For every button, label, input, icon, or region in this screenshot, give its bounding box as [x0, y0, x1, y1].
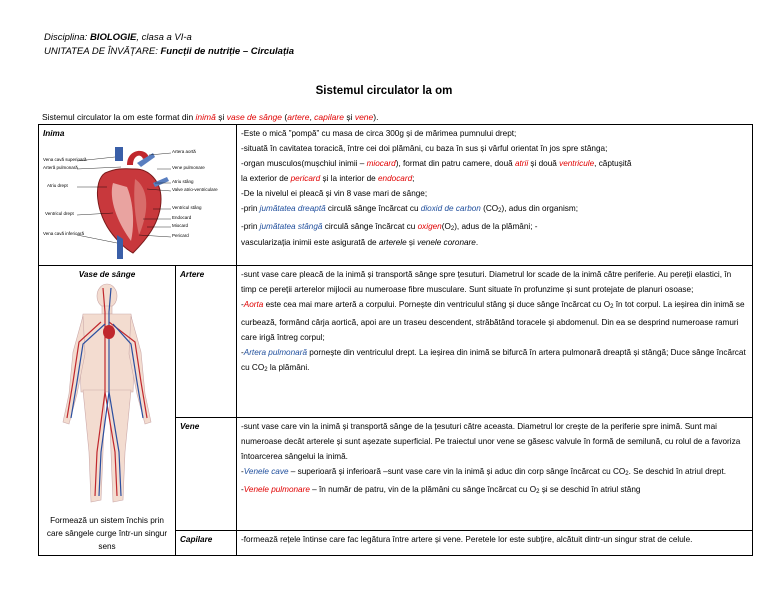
body-vessels-illustration — [43, 282, 171, 510]
heart-description — [237, 125, 753, 266]
label-ventricul-stang: Ventricul stâng — [172, 205, 202, 210]
intro-text: Sistemul circulator la om este format din inimă și vase de sânge (artere, capilare și vene). — [42, 112, 379, 122]
unit-line: UNITATEA DE ÎNVĂȚARE: Funcții de nutriție – Circulația — [44, 46, 295, 57]
artere-row — [39, 266, 753, 418]
capilare-description — [237, 530, 753, 555]
body-diagram — [43, 282, 171, 510]
heart-line: -situată în cavitatea toracică, între cei doi plămâni, cu baza în sus și vârful orientat în jos spre stânga; — [241, 144, 608, 153]
capilare-label: Capilare — [176, 530, 237, 555]
artere-text: -sunt vase care pleacă de la inimă și transportă sânge spre țesuturi. Diametrul lor scade de la inimă către periferie. Au pereții elastici, în timp ce pereții arterelor mijlocii au numeroase fibre musculare. Sunt situate în profunzime și sunt protejate de planuri osoase; — [241, 270, 732, 294]
heart-line: -organ musculos(mușchiul inimii – miocard), format din patru camere, două atrii și două ventricule, căptușită — [241, 159, 632, 168]
label-artera-aorta: Artera aortă — [172, 149, 196, 154]
circulatory-table — [38, 124, 753, 556]
heart-illustration — [43, 143, 218, 263]
heart-line: -prin jumătatea stângă circulă sânge încărcat cu oxigen(O2), adus de la plămâni; - — [241, 222, 538, 232]
discipline-line: Disciplina: BIOLOGIE, clasa a VI-a — [44, 32, 192, 43]
heart-line: -prin jumătatea dreaptă circulă sânge încărcat cu dioxid de carbon (CO2), adus din organism; — [241, 204, 578, 214]
label-atriu-stang: Atriu stâng — [172, 179, 194, 184]
vessels-label: Vase de sânge — [78, 270, 136, 279]
artera-pulmonara-text: -Artera pulmonară pornește din ventriculul drept. La ieșirea din inimă se bifurcă în artera pulmonară dreaptă și stângă; Duce sânge încărcat cu CO2 la plămâni. — [241, 348, 746, 373]
vene-label: Vene — [176, 418, 237, 531]
heart-row — [39, 125, 753, 266]
heart-line: vascularizația inimii este asigurată de arterele și venele coronare. — [241, 238, 479, 247]
vene-text: -sunt vase care vin la inimă și transportă sânge de la țesuturi către aceasta. Diametrul lor crește de la periferie spre inimă. Sunt mai numeroase decât arterele și sunt așezate superficial. Pe traiectul unor vene se găsesc valvule în formă de semilună, cu rolul de a favoriza întoarcerea sângelui la inimă. — [241, 422, 741, 462]
heart-line: la exterior de pericard și la interior de endocard; — [241, 174, 415, 183]
label-pericard: Pericard — [172, 233, 189, 238]
page-title: Sistemul circulator la om — [315, 85, 453, 97]
vessels-image-cell — [39, 266, 176, 556]
label-ventricul-drept: Ventricul drept — [45, 211, 74, 216]
venele-cave-text: -Venele cave – superioară și inferioară –sunt vase care vin la inimă și aduc din corp sânge încărcat cu CO2. Se deschid în atriul drept. — [241, 467, 727, 478]
label-endocard: Endocard — [172, 215, 192, 220]
vene-description — [237, 418, 753, 531]
artere-label: Artere — [176, 266, 237, 418]
vessels-caption: Formează un sistem închis prin care sângele curge într-un singur sens — [46, 516, 168, 551]
artere-description — [237, 266, 753, 418]
label-vena-cava-inf: Vena cavă inferioară — [43, 231, 85, 236]
heart-line: -Este o mică ”pompă” cu masa de circa 300g și de mărimea pumnului drept; — [241, 129, 517, 138]
heart-label: Inima — [43, 129, 65, 138]
label-vena-cava-sup: Vena cavă superioară — [43, 157, 87, 162]
label-atriu-drept: Atriu drept — [47, 183, 68, 188]
label-miocard: Miocard — [172, 223, 189, 228]
label-artera-pulm: Arteră pulmonară — [43, 165, 78, 170]
heart-line: -De la nivelul ei pleacă și vin 8 vase mari de sânge; — [241, 189, 428, 198]
capilare-text: -formează rețele întinse care fac legătura între artere și vene. Peretele lor este subțire, alcătuit dintr-un singur strat de celule. — [241, 534, 693, 544]
venele-pulmonare-text: -Venele pulmonare – în număr de patru, vin de la plămâni cu sânge încărcat cu O2 și se deschid în atriul stâng — [241, 485, 641, 496]
heart-image-cell — [39, 125, 237, 266]
aorta-text: -Aorta este cea mai mare arteră a corpului. Pornește din ventriculul stâng și duce sânge încărcat cu O2 în tot corpul. La ieșirea din inimă se curbează, formând cârja aortică, apoi are un traseu descendent, străbătând toracele și abdomenul. Din ea se desprind numeroase ramuri care irigă întreg corpul; — [241, 300, 745, 342]
label-valva: Valve atrio-ventriculare — [172, 187, 218, 192]
label-vene-pulm: Vene pulmonare — [172, 165, 205, 170]
